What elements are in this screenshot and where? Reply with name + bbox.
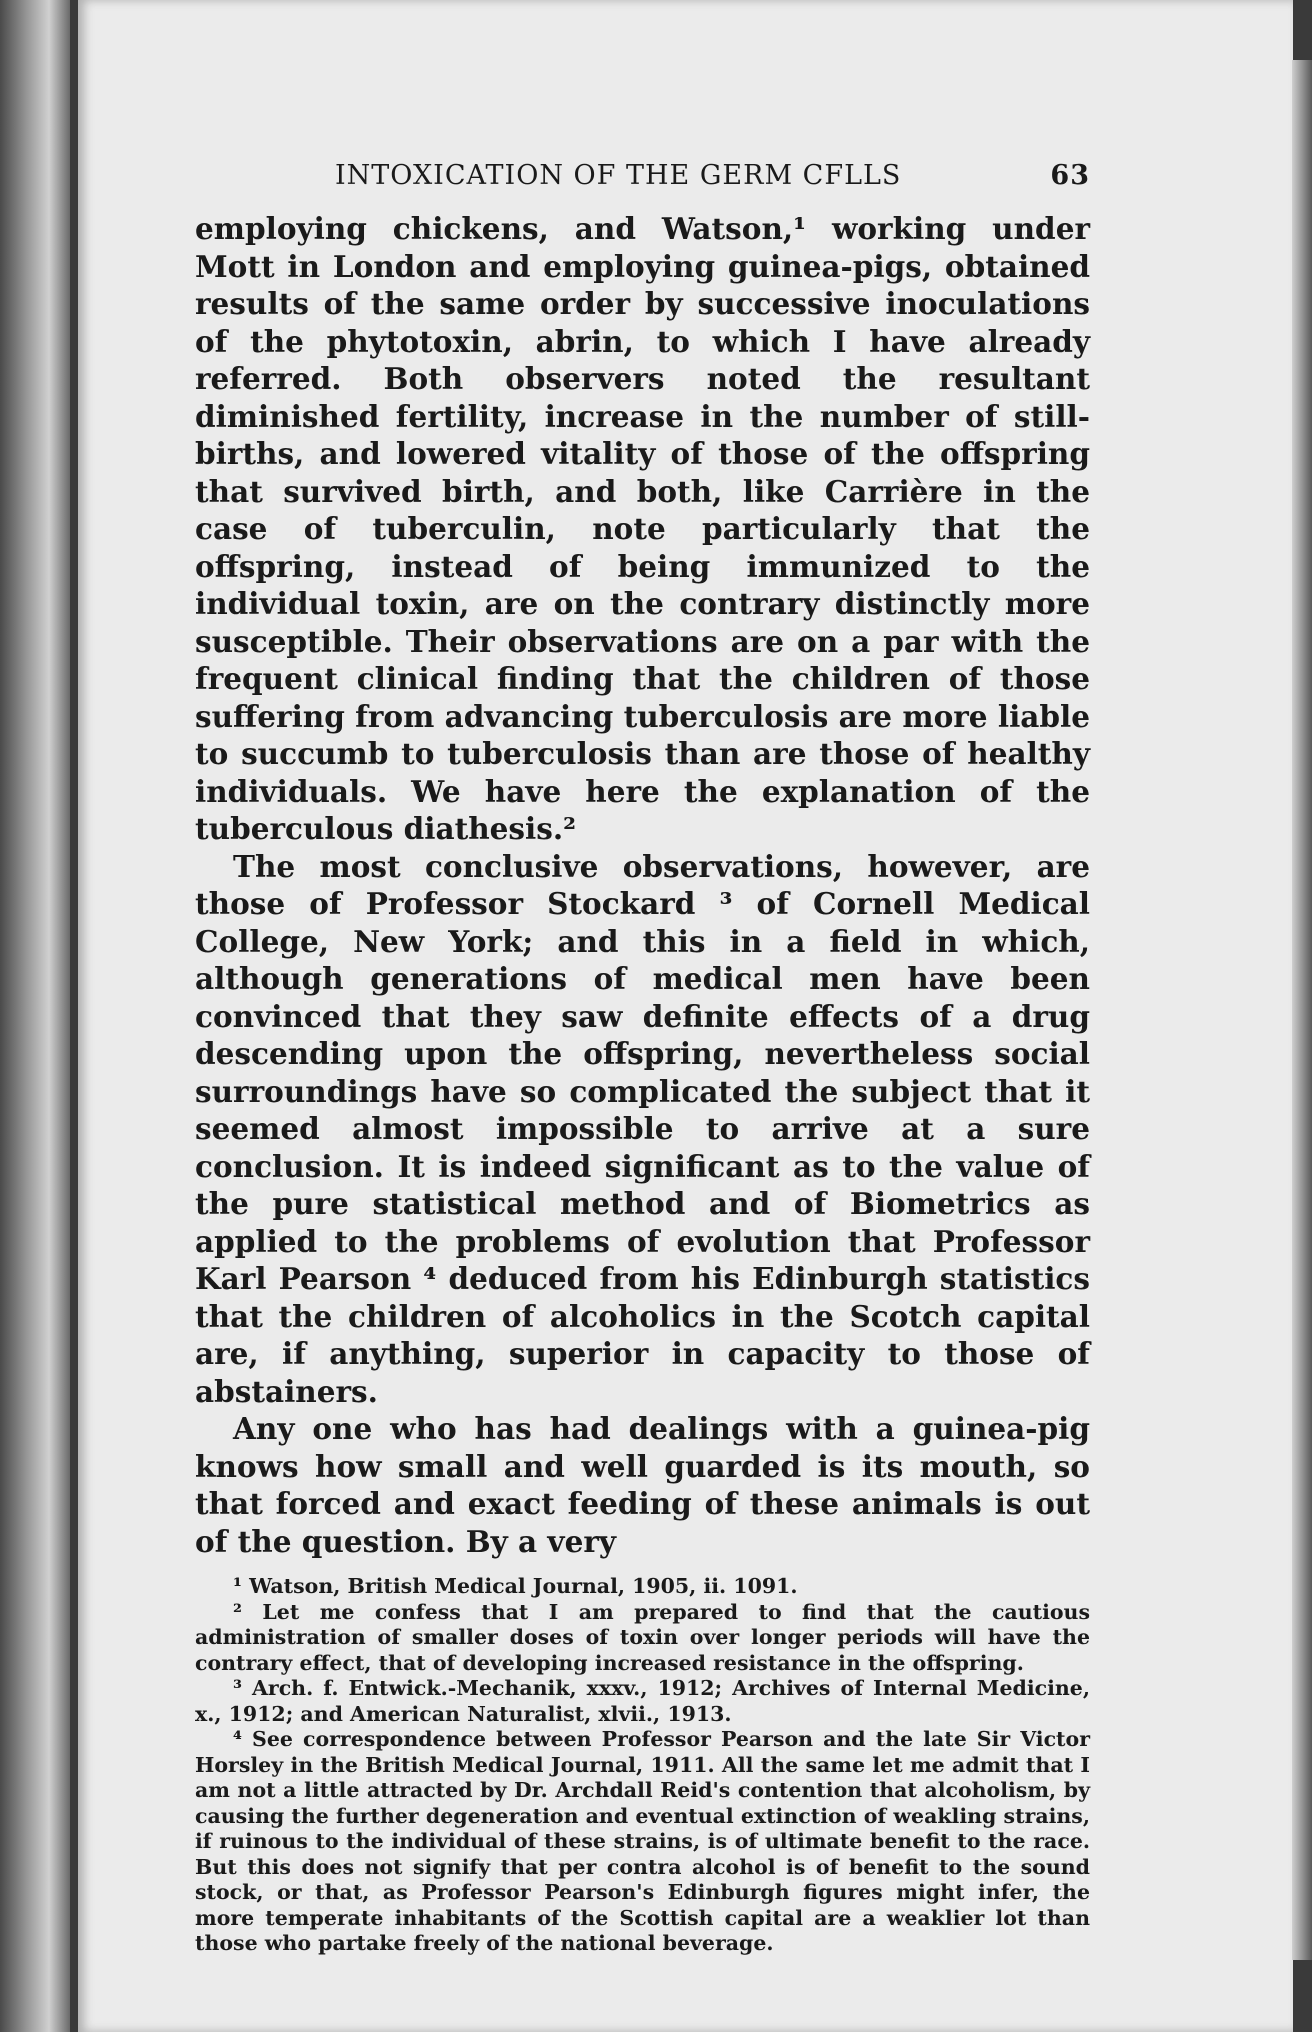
page-number: 63 bbox=[1050, 160, 1090, 191]
footnote-3: ³ Arch. f. Entwick.-Mechanik, xxxv., 1912; Archives of Internal Medicine, x., 1912; and American Naturalist, xlvii., 1913. bbox=[195, 1676, 1090, 1726]
page-stack-edge bbox=[1292, 60, 1312, 1960]
paragraph: The most conclusive observations, however, are those of Professor Stockard ³ of Cornell Medical College, New York; and this in a field in which, although generations of medical men have been convinced that they saw definite effects of a drug descending upon the offspring, nevertheless social surroundings have so complicated the subject that it seemed almost impossible to arrive at a sure conclusion. It is indeed significant as to the value of the pure statistical method and of Biometrics as applied to the problems of evolution that Professor Karl Pearson ⁴ deduced from his Edinburgh statistics that the children of alcoholics in the Scotch capital are, if anything, superior in capacity to those of abstainers. bbox=[195, 848, 1090, 1409]
running-title: INTOXICATION OF THE GERM CFLLS bbox=[335, 160, 902, 191]
running-header bbox=[335, 160, 1090, 210]
body-text bbox=[195, 210, 1090, 1560]
footnotes bbox=[195, 1574, 1090, 1957]
paragraph: employing chickens, and Watson,¹ working under Mott in London and employing guinea-pigs, obtained results of the same order by successive inoculations of the phytotoxin, abrin, to which I have already referred. Both observers noted the resultant diminished fertility, increase in the number of still-births, and lowered vitality of those of the offspring that survived birth, and both, like Carrière in the case of tuberculin, note particularly that the offspring, instead of being immunized to the individual toxin, are on the contrary distinctly more susceptible. Their observations are on a par with the frequent clinical finding that the children of those suffering from advancing tuberculosis are more liable to succumb to tuberculosis than are those of healthy individuals. We have here the explanation of the tuberculous diathesis.² bbox=[195, 211, 1090, 846]
book-spine-edge bbox=[0, 0, 70, 2032]
footnote-4: ⁴ See correspondence between Professor Pearson and the late Sir Victor Horsley in the British Medical Journal, 1911. All the same let me admit that I am not a little attracted by Dr. Archdall Reid's contention that alcoholism, by causing the further degeneration and eventual extinction of weakling strains, if ruinous to the individual of these strains, is of ultimate benefit to the race. But this does not signify that per contra alcohol is of benefit to the sound stock, or that, as Professor Pearson's Edinburgh figures might infer, the more temperate inhabitants of the Scottish capital are a weaklier lot than those who partake freely of the national beverage. bbox=[195, 1727, 1090, 1955]
paragraph: Any one who has had dealings with a guinea-pig knows how small and well guarded is its mouth, so that forced and exact feeding of these animals is out of the question. By a very bbox=[195, 1411, 1090, 1559]
footnote-1: ¹ Watson, British Medical Journal, 1905, ii. 1091. bbox=[233, 1574, 798, 1598]
footnote-2: ² Let me confess that I am prepared to find that the cautious administration of smaller doses of toxin over longer periods will have the contrary effect, that of developing increased resistance in the offspring. bbox=[195, 1599, 1090, 1675]
page-content bbox=[195, 160, 1090, 1957]
